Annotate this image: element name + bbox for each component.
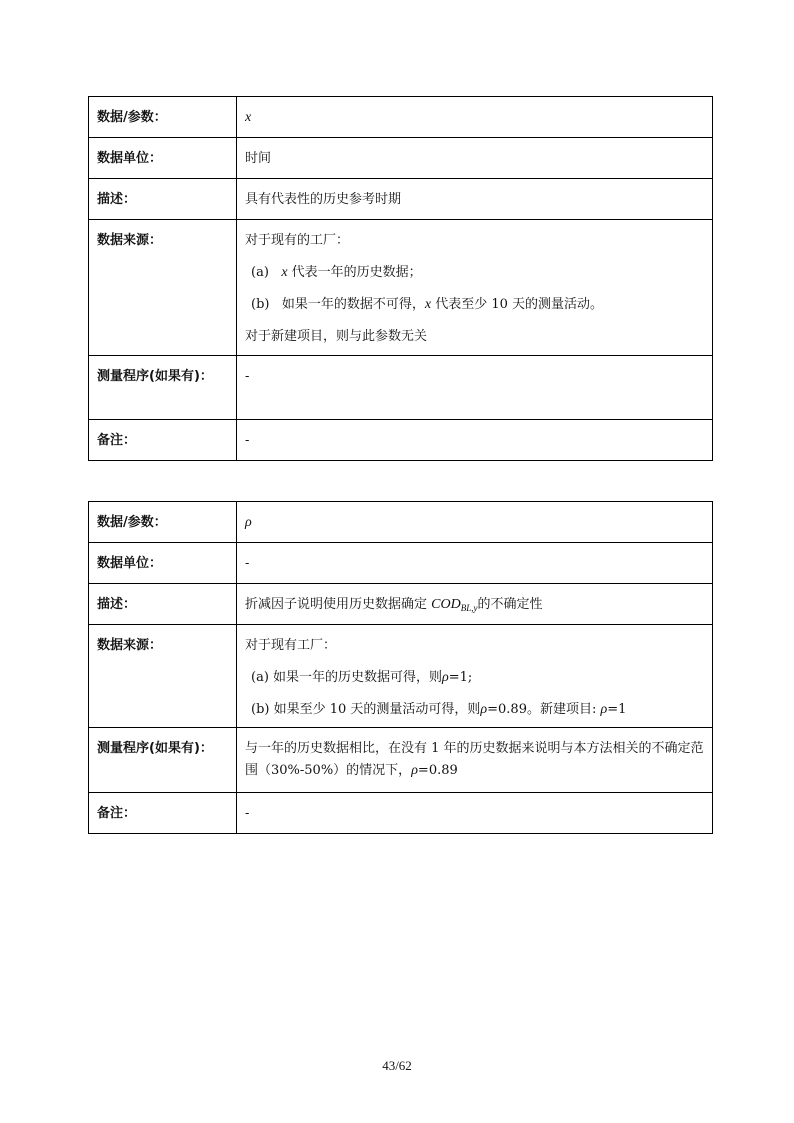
row-value: 折减因子说明使用历史数据确定 $COD_{BL,y}$的不确定性 [237, 584, 713, 625]
table-row [89, 179, 713, 220]
row-value: 具有代表性的历史参考时期 [237, 179, 713, 220]
source-item-b: (b) 如果至少 10 天的测量活动可得，则ρ=0.89。新建项目: ρ=1 [251, 702, 627, 717]
table-row [89, 728, 713, 793]
row-value [237, 220, 713, 356]
row-value: - [237, 543, 713, 584]
param-symbol: ρ [245, 515, 252, 530]
page-number: 43/62 [382, 1058, 412, 1073]
row-value [237, 502, 713, 543]
parameter-table-rho [88, 501, 713, 834]
row-value [237, 97, 713, 138]
row-value: - [237, 356, 713, 420]
table-row [89, 793, 713, 834]
row-value [237, 625, 713, 728]
table-row [89, 138, 713, 179]
row-label: 测量程序(如果有)： [89, 356, 237, 420]
row-label: 数据/参数： [89, 97, 237, 138]
source-intro: 对于现有工厂： [245, 638, 337, 653]
row-label: 备注： [89, 420, 237, 461]
source-item-a: (a) x 代表一年的历史数据； [251, 265, 422, 280]
source-intro: 对于现有的工厂： [245, 233, 350, 248]
row-label: 数据来源： [89, 625, 237, 728]
table-row [89, 356, 713, 420]
row-value: 时间 [237, 138, 713, 179]
row-label: 数据单位： [89, 543, 237, 584]
row-value: - [237, 420, 713, 461]
source-item-a: (a) 如果一年的历史数据可得，则ρ=1; [251, 670, 473, 685]
table-row [89, 543, 713, 584]
parameter-table-x [88, 96, 713, 461]
row-label: 描述： [89, 584, 237, 625]
source-note: 对于新建项目，则与此参数无关 [245, 329, 428, 344]
table-row [89, 502, 713, 543]
row-label: 数据来源： [89, 220, 237, 356]
row-value: - [237, 793, 713, 834]
row-label: 数据单位： [89, 138, 237, 179]
table-row [89, 420, 713, 461]
row-value: 与一年的历史数据相比，在没有 1 年的历史数据来说明与本方法相关的不确定范围（30%-50%）的情况下，ρ=0.89 [237, 728, 713, 793]
table-row [89, 97, 713, 138]
table-row [89, 584, 713, 625]
table-row [89, 625, 713, 728]
row-label: 数据/参数： [89, 502, 237, 543]
table-row [89, 220, 713, 356]
row-label: 备注： [89, 793, 237, 834]
source-item-b: (b) 如果一年的数据不可得，x 代表至少 10 天的测量活动。 [251, 297, 604, 312]
row-label: 测量程序(如果有)： [89, 728, 237, 793]
param-symbol: x [245, 110, 252, 125]
row-label: 描述： [89, 179, 237, 220]
